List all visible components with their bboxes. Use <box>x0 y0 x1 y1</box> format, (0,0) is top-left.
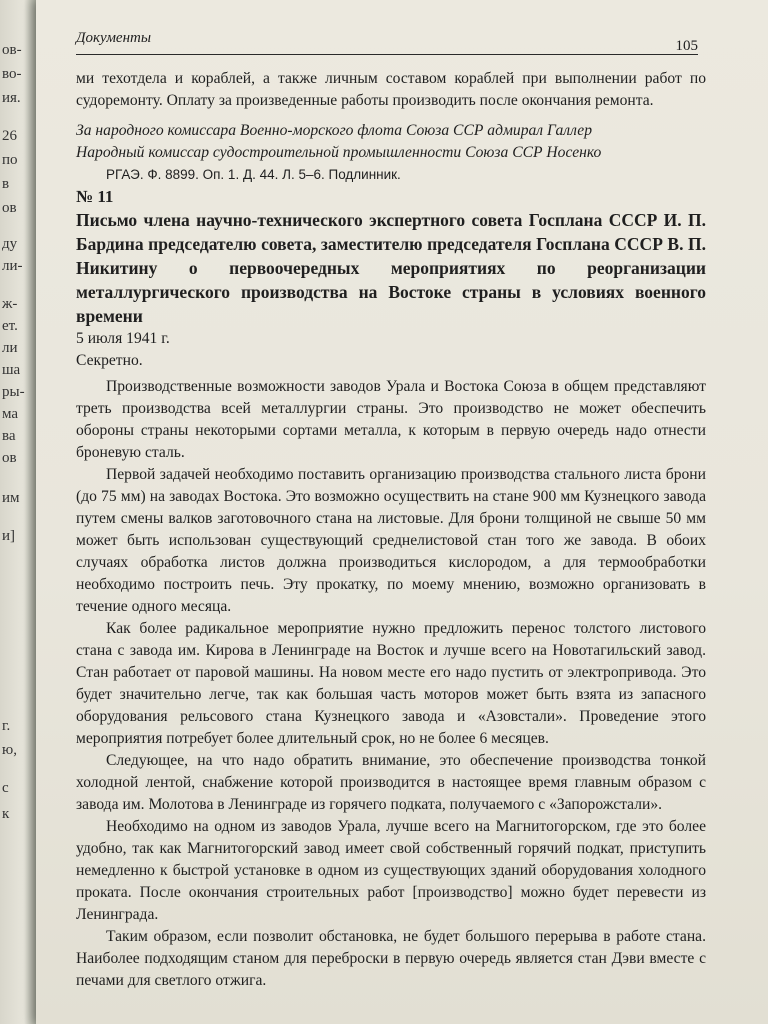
left-page-fragment: ли- <box>2 258 23 274</box>
book-page <box>36 0 768 1024</box>
left-page-fragment: 26 <box>2 128 17 144</box>
left-page-fragment: ва <box>2 428 16 444</box>
left-page-fragment: во- <box>2 66 22 82</box>
left-page-fragment: ша <box>2 362 21 378</box>
left-page-fragment: ры- <box>2 384 25 400</box>
document-body <box>76 376 706 992</box>
left-page-fragment: ов <box>2 200 17 216</box>
body-paragraph: Таким образом, если позволит обстановка, не будет большого перерыва в работе стана. Наиболее подходящим станом для переброски в первую очередь является стан Дэви вместе с печами для светлого отжига. <box>76 928 706 989</box>
left-page-fragment: г. <box>2 718 11 734</box>
left-page-fragment: ма <box>2 406 19 422</box>
body-paragraph: Первой задачей необходимо поставить организацию производства стального листа брони (до 75 мм) на заводах Востока. Это возможно осуществить на стане 900 мм Кузнецкого завода путем смены валков заготовочного стана на листовые. Для брони толщиной не свыше 50 мм может быть использован существующий среднелистовой стан того же завода. В обоих случаях обработка листов должна производиться кислородом, а для термообработки необходимо построить печь. Эту прокатку, по моему мнению, возможно организовать в течение одного месяца. <box>76 466 706 615</box>
body-paragraph: Необходимо на одном из заводов Урала, лучше всего на Магнитогорском, где это более удобно, так как Магнитогорский завод имеет свой собственный горячий подкат, приступить немедленно к быстрой установке в одном из существующих зданий оборудования холодного проката. После окончания строительных работ [производство] можно будет перевести из Ленинграда. <box>76 818 706 923</box>
body-paragraph: Следующее, на что надо обратить внимание, это обеспечение производства тонкой холодной лентой, снабжение которой производится в настоящее время главным образом с завода им. Молотова в Ленинграде из горячего подката, получаемого с «Запорожстали». <box>76 752 706 813</box>
document-date: 5 июля 1941 г. <box>76 330 170 347</box>
left-page-fragment: ов- <box>2 42 22 58</box>
left-page-fragment: к <box>2 806 10 822</box>
left-page-fragment: ия. <box>2 90 21 106</box>
archive-source: РГАЭ. Ф. 8899. Оп. 1. Д. 44. Л. 5–6. Подлинник. <box>106 167 401 182</box>
left-page-edge <box>0 0 40 1024</box>
left-page-fragment: ет. <box>2 318 18 334</box>
page-content <box>76 68 706 992</box>
page-number: 105 <box>675 38 698 54</box>
left-page-fragment: в <box>2 176 10 192</box>
signature-line: Народный комиссар судостроительной промышленности Союза ССР Носенко <box>76 144 602 161</box>
left-page-fragment: и] <box>2 528 16 544</box>
document-classification: Секретно. <box>76 352 143 369</box>
left-page-fragment: им <box>2 490 20 506</box>
running-header <box>76 26 698 55</box>
previous-document-text: ми техотдела и кораблей, а также личным составом кораблей при выполнении работ по судоремонту. Оплату за произведенные работы производить после окончания ремонта. <box>76 70 706 109</box>
body-paragraph: Производственные возможности заводов Урала и Востока Союза в общем представляют треть производства всей металлургии страны. Это производство не может обеспечить обороны страны некоторыми сортами металла, к которым в первую очередь надо отнести броневую сталь. <box>76 378 706 461</box>
left-page-fragment: ю, <box>2 742 17 758</box>
document-number: № 11 <box>76 187 114 206</box>
left-page-fragment: по <box>2 152 18 168</box>
left-page-fragment: ов <box>2 450 17 466</box>
left-page-fragment: ду <box>2 236 18 252</box>
left-page-fragment: ли <box>2 340 18 356</box>
section-title: Документы <box>76 30 152 46</box>
body-paragraph: Как более радикальное мероприятие нужно предложить перенос толстого листового стана с завода им. Кирова в Ленинграде на Восток и лучше всего на Новотагильский завод. Стан работает от паровой машины. На новом месте его надо пустить от электропривода. Это будет значительно легче, так как большая часть моторов может быть взята из запасного оборудования рельсового стана Кузнецкого завода и «Азовстали». Проведение этого мероприятия потребует более длительный срок, но не более 6 месяцев. <box>76 620 706 747</box>
signature-line: За народного комиссара Военно-морского флота Союза ССР адмирал Галлер <box>76 122 592 139</box>
document-title: Письмо члена научно-технического экспертного совета Госплана СССР И. П. Бардина председателю совета, заместителю председателя Госплана СССР В. П. Никитину о первоочередных мероприятиях по реорганизации металлургического производства на Востоке страны в условиях военного времени <box>76 210 706 326</box>
left-page-fragment: ж- <box>2 296 18 312</box>
left-page-fragment: с <box>2 780 9 796</box>
